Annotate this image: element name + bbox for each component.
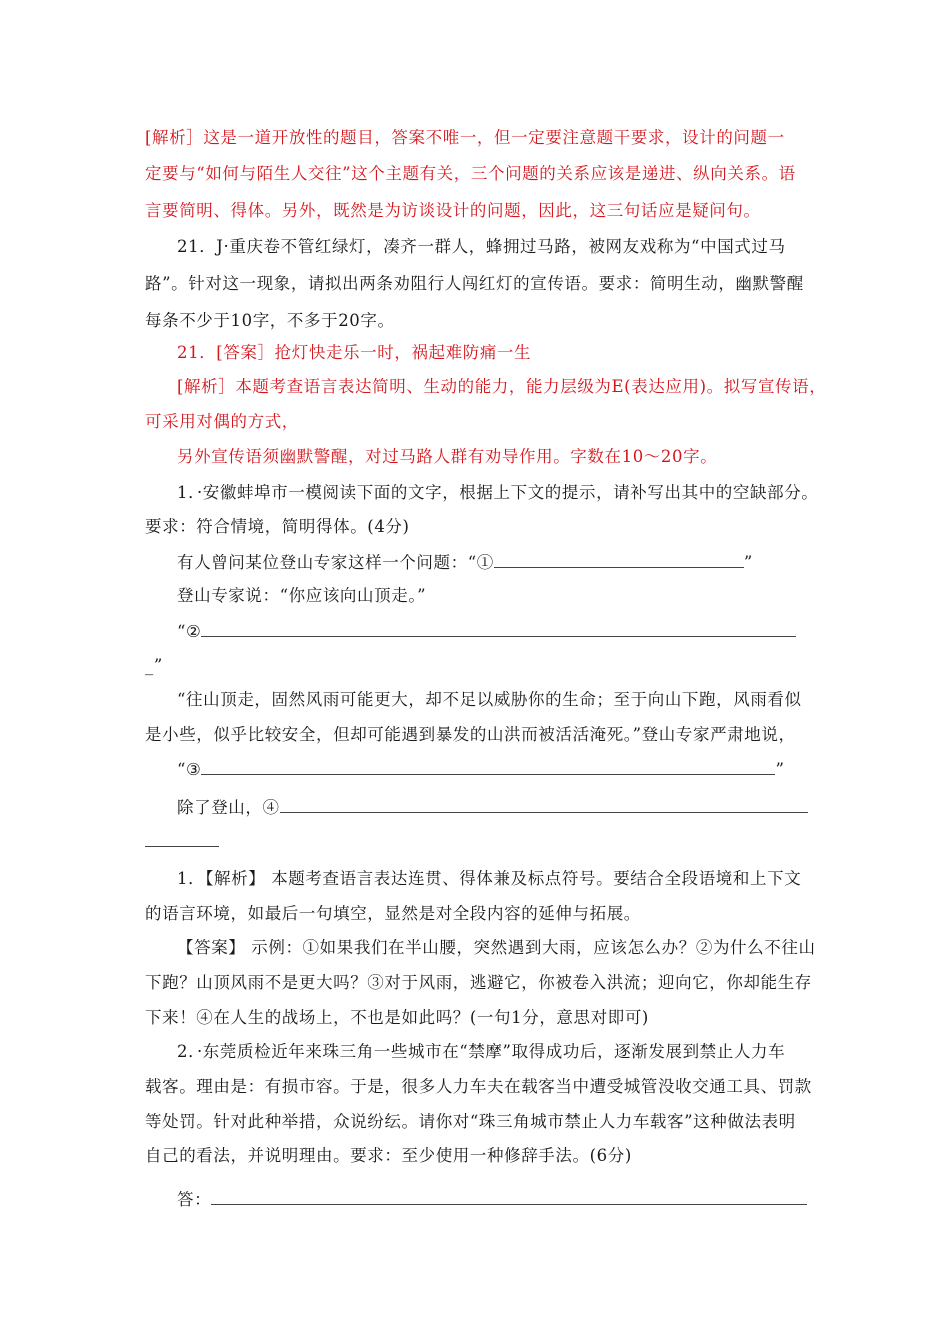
question-line: 21．J·重庆卷不管红绿灯，凑齐一群人，蜂拥过马路，被网友戏称为“中国式过马 <box>177 237 786 256</box>
blank-prefix: 除了登山，④ <box>177 798 280 817</box>
blank-line-1 <box>177 551 753 574</box>
passage-line: 登山专家说：“你应该向山顶走。” <box>177 586 427 605</box>
blank-1-underline[interactable] <box>494 551 744 568</box>
blank-3-underline[interactable] <box>201 758 775 775</box>
blank-line-2 <box>177 620 796 643</box>
answer-line: 1．【解析】 本题考查语言表达连贯、得体兼及标点符号。要结合全段语境和上下文 <box>177 869 802 888</box>
question-line: 等处罚。针对此种举措，众说纷纭。请你对“珠三角城市禁止人力车载客”这种做法表明 <box>145 1112 796 1131</box>
answer-underline[interactable] <box>211 1188 807 1205</box>
blank-2-underline[interactable] <box>201 620 796 637</box>
analysis-line: 可采用对偶的方式， <box>145 412 299 431</box>
passage-line: “往山顶走，固然风雨可能更大，却不足以威胁你的生命；至于向山下跑，风雨看似 <box>177 690 802 709</box>
blank-prefix: “③ <box>177 760 202 779</box>
answer-line: 下来！④在人生的战场上，不也是如此吗？(一句1分，意思对即可) <box>145 1008 649 1027</box>
analysis-line: [解析］本题考查语言表达简明、生动的能力，能力层级为E(表达应用)。拟写宣传语， <box>177 377 827 396</box>
answer-line: 21．[答案］抢灯快走乐一时，祸起难防痛一生 <box>177 343 532 362</box>
answer-blank-line <box>177 1188 807 1211</box>
passage-line: 是小些，似乎比较安全，但却可能遇到暴发的山洪而被活活淹死。”登山专家严肃地说， <box>145 725 796 744</box>
answer-line: 下跑？山顶风雨不是更大吗？③对于风雨，逃避它，你被卷入洪流；迎向它，你却能生存 <box>145 973 812 992</box>
analysis-line: [解析］这是一道开放性的题目，答案不唯一，但一定要注意题干要求，设计的问题一 <box>145 128 785 147</box>
blank-line-3 <box>177 758 784 781</box>
blank-4-continuation-underline[interactable] <box>145 846 219 847</box>
question-line: 自己的看法，并说明理由。要求：至少使用一种修辞手法。(6分) <box>145 1146 632 1165</box>
blank-prefix: “② <box>177 622 202 641</box>
answer-prefix: 答： <box>177 1190 212 1209</box>
question-line: 每条不少于10字，不多于20字。 <box>145 311 395 330</box>
question-line: 载客。理由是：有损市容。于是，很多人力车夫在载客当中遭受城管没收交通工具、罚款 <box>145 1077 812 1096</box>
question-line: 1．·安徽蚌埠市一模阅读下面的文字，根据上下文的提示，请补写出其中的空缺部分。 <box>177 483 819 502</box>
analysis-line: 定要与“如何与陌生人交往”这个主题有关，三个问题的关系应该是递进、纵向关系。语 <box>145 164 796 183</box>
question-line: 路”。针对这一现象，请拟出两条劝阻行人闯红灯的宣传语。要求：简明生动，幽默警醒 <box>145 274 804 293</box>
answer-line: 的语言环境，如最后一句填空，显然是对全段内容的延伸与拓展。 <box>145 904 641 923</box>
analysis-line: 言要简明、得体。另外，既然是为访谈设计的问题，因此，这三句话应是疑问句。 <box>145 201 761 220</box>
blank-4-underline[interactable] <box>280 796 808 813</box>
question-line: 要求：符合情境，简明得体。(4分) <box>145 517 410 536</box>
blank-2-continuation: _” <box>145 656 163 675</box>
blank-line-4 <box>177 796 808 819</box>
blank-prefix: 有人曾问某位登山专家这样一个问题：“① <box>177 553 494 572</box>
blank-suffix: ” <box>775 760 785 779</box>
blank-suffix: ” <box>743 553 753 572</box>
analysis-line: 另外宣传语须幽默警醒，对过马路人群有劝导作用。字数在10～20字。 <box>177 447 718 466</box>
question-line: 2．·东莞质检近年来珠三角一些城市在“禁摩”取得成功后，逐渐发展到禁止人力车 <box>177 1042 786 1061</box>
answer-line: 【答案】 示例：①如果我们在半山腰，突然遇到大雨，应该怎么办？②为什么不往山 <box>177 938 816 957</box>
